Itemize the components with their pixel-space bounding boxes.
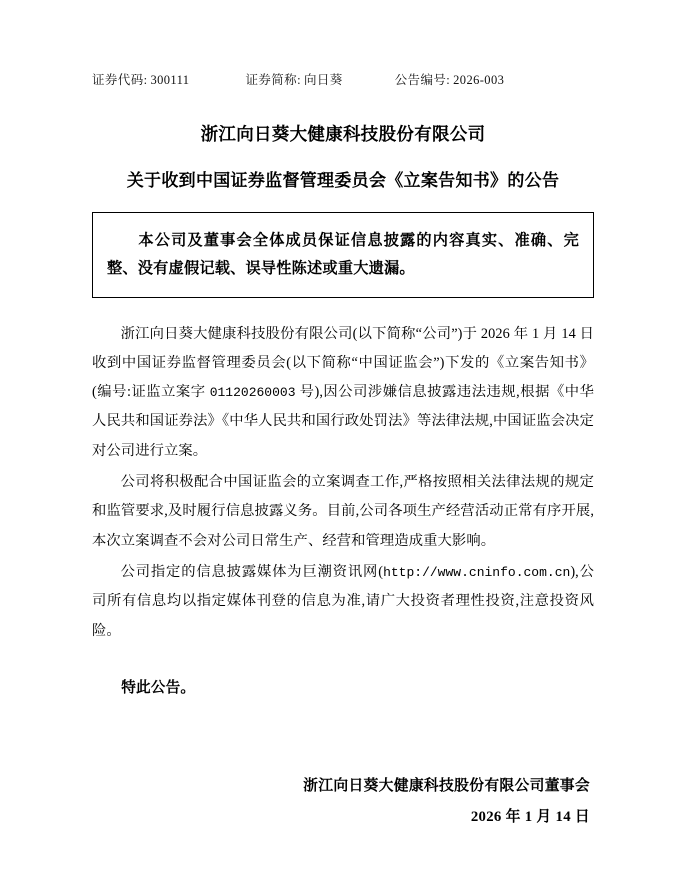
disclosure-website-url: http://www.cninfo.com.cn [383, 564, 571, 580]
disclaimer-line-1: 本公司及董事会全体成员保证信息披露的内容真实、准确、完整、 [107, 232, 579, 278]
paragraph-3 [92, 558, 594, 646]
announcement-number-value: 2026-003 [453, 73, 505, 87]
announcement-number-label: 公告编号: [394, 73, 451, 87]
document-header [92, 70, 594, 88]
security-abbr-value: 向日葵 [303, 73, 343, 87]
announcement-number [395, 70, 505, 88]
signature-company: 浙江向日葵大健康科技股份有限公司董事会 [303, 777, 590, 794]
security-code-value: 300111 [150, 73, 190, 87]
paragraph-1 [92, 320, 594, 466]
signature-date: 2026 年 1 月 14 日 [470, 808, 590, 825]
security-abbr [245, 70, 342, 88]
paragraph-3-part-a: 公司指定的信息披露媒体为巨潮资讯网( [120, 563, 384, 580]
case-number: 01120260003 [209, 385, 296, 401]
signature-block [92, 771, 594, 833]
security-code-label: 证券代码: [92, 73, 148, 87]
disclaimer-box [92, 212, 594, 297]
page-title: 浙江向日葵大健康科技股份有限公司 [200, 124, 486, 144]
paragraph-1-part-a: 浙江向日葵大健康科技股份有限公司(以下简称“公司”)于 2026 年 1 月 14 日收到中国证券监督管理委员会(以下简称“中国证监会”)下发的《立案告知书》(编号:证监立案字 [92, 325, 594, 401]
document-body [92, 320, 594, 697]
disclaimer-line-2: 没有虚假记载、误导性陈述或重大遗漏。 [137, 260, 415, 278]
page-subtitle: 关于收到中国证券监督管理委员会《立案告知书》的公告 [126, 170, 560, 190]
paragraph-1-part-b: 号),因公司涉嫌信息披露违法违规,根据《中华人民共和国证券法》《中华人民共和国行政处罚法》等法律法规,中国证监会决定对公司进行立案。 [92, 384, 594, 459]
disclaimer-text [107, 227, 579, 283]
security-code [92, 70, 189, 88]
paragraph-2: 公司将积极配合中国证监会的立案调查工作,严格按照相关法律法规的规定和监管要求,及时履行信息披露义务。目前,公司各项生产经营活动正常有序开展,本次立案调查不会对公司日常生产、经营和管理造成重大影响。 [92, 474, 594, 549]
security-abbr-label: 证券简称: [245, 73, 301, 87]
paragraph-3-part-b: ),公司所有信息均以指定媒体刊登的信息为准,请广大投资者理性投资,注意投资风险。 [92, 563, 595, 639]
closing-statement: 特此公告。 [121, 679, 196, 696]
